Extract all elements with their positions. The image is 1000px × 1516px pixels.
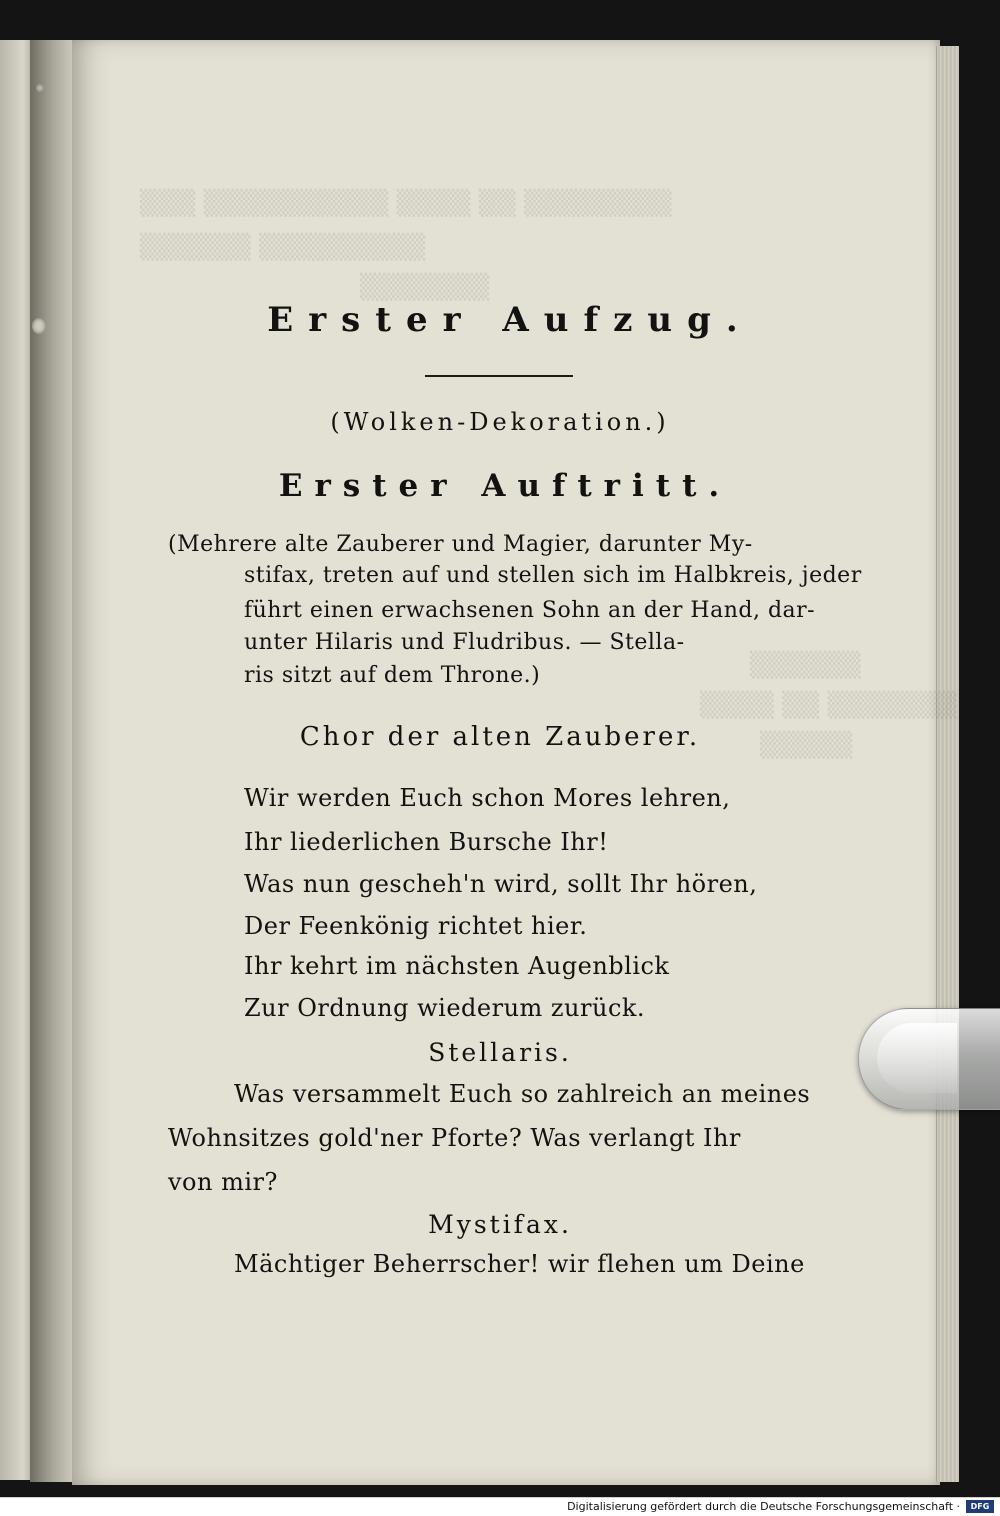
chorus-heading: Chor der alten Zauberer. [299, 722, 701, 752]
footer-credit: Digitalisierung gefördert durch die Deutsche Forschungsgemeinschaft · [567, 1500, 960, 1513]
stage-direction-line: stifax, treten auf und stellen sich im Halbkreis, jeder [244, 563, 862, 588]
scene-title: Erster Auftritt. [278, 468, 732, 504]
decoration-note: (Wolken-Dekoration.) [330, 408, 670, 436]
verse-line: Wir werden Euch schon Mores lehren, [244, 784, 731, 812]
bleed-through-text: ▒▒▒▒▒▒▒ [360, 272, 490, 301]
glass-highlight [877, 1023, 957, 1093]
verse-line: Ihr kehrt im nächsten Augenblick [244, 952, 670, 980]
speech-line: Was versammelt Euch so zahlreich an meines [234, 1080, 811, 1108]
page-stack-edge [936, 46, 959, 1482]
title-rule [425, 375, 573, 377]
footer-bar [0, 1497, 1000, 1516]
speaker-mystifax: Mystifax. [428, 1210, 572, 1239]
glass-page-holder [858, 1008, 1000, 1110]
verse-line: Der Feenkönig richtet hier. [244, 912, 588, 940]
speech-line: Wohnsitzes gold'ner Pforte? Was verlangt Ihr [168, 1124, 741, 1152]
speech-line: von mir? [168, 1168, 278, 1196]
stage-direction-line: unter Hilaris und Fludribus. — Stella- [244, 630, 685, 655]
stage-direction-line: ris sitzt auf dem Throne.) [244, 663, 541, 688]
stage-direction-line: (Mehrere alte Zauberer und Magier, darunter My- [168, 532, 753, 557]
dfg-logo: DFG [966, 1500, 994, 1513]
act-title: Erster Aufzug. [267, 300, 753, 340]
binding-hole [36, 84, 44, 92]
verse-line: Was nun gescheh'n wird, sollt Ihr hören, [244, 870, 758, 898]
speech-line: Mächtiger Beherrscher! wir flehen um Deine [234, 1250, 805, 1278]
verse-line: Zur Ordnung wiederum zurück. [244, 994, 646, 1022]
speaker-stellaris: Stellaris. [428, 1038, 572, 1067]
bleed-through-text: ▒▒▒▒▒ [760, 730, 853, 759]
bleed-through-text: ▒▒▒▒▒▒ ▒▒▒▒▒▒▒▒▒ [140, 232, 426, 261]
stage-direction-line: führt einen erwachsenen Sohn an der Hand, dar- [244, 598, 816, 623]
bleed-through-text: ▒▒▒▒▒▒ [750, 650, 861, 679]
bleed-through-text: ▒▒▒▒ ▒▒ ▒▒▒▒▒▒▒ [700, 690, 957, 719]
bleed-through-text: ▒▒▒ ▒▒▒▒▒▒▒▒▒▒ ▒▒▒▒ ▒▒ ▒▒▒▒▒▒▒▒ [140, 188, 672, 217]
verse-line: Ihr liederlichen Bursche Ihr! [244, 828, 609, 856]
